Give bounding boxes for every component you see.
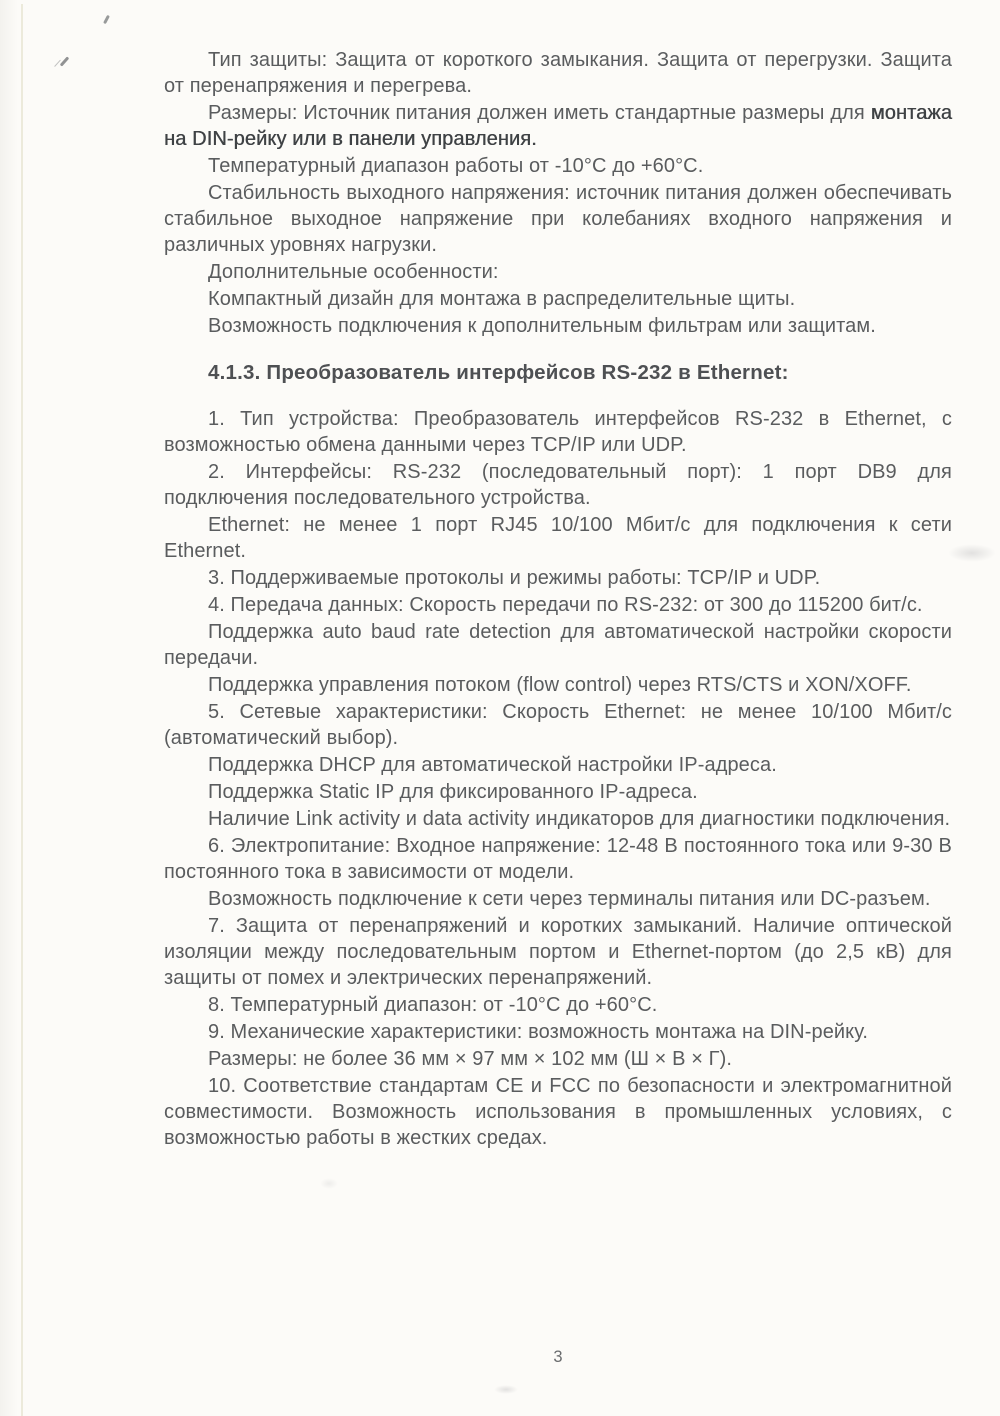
spec-paragraph: 2. Интерфейсы: RS-232 (последовательный порт): 1 порт DB9 для подключения последовательного устройства. [164, 461, 952, 509]
spec-paragraph: Размеры: не более 36 мм × 97 мм × 102 мм (Ш × В × Г). [208, 1048, 733, 1070]
body-paragraph: Дополнительные особенности: [208, 261, 499, 283]
scan-smudge [320, 1178, 338, 1189]
spec-paragraph: Поддержка DHCP для автоматической настройки IP-адреса. [208, 754, 777, 776]
ink-speck-icon [60, 56, 70, 66]
spec-paragraph: Наличие Link activity и data activity индикаторов для диагностики подключения. [208, 808, 951, 830]
spec-paragraph: Ethernet: не менее 1 порт RJ45 10/100 Мбит/с для подключения к сети Ethernet. [164, 514, 952, 562]
spec-paragraph: 6. Электропитание: Входное напряжение: 12-48 В постоянного тока или 9-30 В постоянного тока в зависимости от модели. [164, 835, 952, 883]
scan-smudge [948, 544, 996, 562]
scan-smudge [494, 1385, 518, 1394]
body-paragraph: Стабильность выходного напряжения: источник питания должен обеспечивать стабильное выходное напряжение при колебаниях входного напряжения и различных уровнях нагрузки. [164, 182, 952, 256]
spec-paragraph: Возможность подключение к сети через терминалы питания или DC-разъем. [208, 888, 931, 910]
spec-paragraph: Поддержка Static IP для фиксированного IP-адреса. [208, 781, 698, 803]
section-heading: 4.1.3. Преобразователь интерфейсов RS-232 в Ethernet: [208, 361, 789, 384]
body-paragraph: Возможность подключения к дополнительным фильтрам или защитам. [208, 315, 876, 337]
paragraph-line-dark: монтажа на DIN-рейку или в панели управления. [164, 102, 952, 150]
spec-paragraph: 3. Поддерживаемые протоколы и режимы работы: TCP/IP и UDP. [208, 567, 821, 589]
ink-speck-icon [103, 15, 110, 24]
spec-paragraph: Поддержка auto baud rate detection для автоматической настройки скорости передачи. [164, 621, 952, 669]
spec-paragraph: 8. Температурный диапазон: от -10°С до +60°С. [208, 994, 658, 1016]
spec-paragraph: Поддержка управления потоком (flow control) через RTS/CTS и XON/XOFF. [208, 674, 912, 696]
body-paragraph: Компактный дизайн для монтажа в распределительные щиты. [208, 288, 796, 310]
body-paragraph: Температурный диапазон работы от -10°С до +60°С. [208, 155, 704, 177]
spec-paragraph: 4. Передача данных: Скорость передачи по RS-232: от 300 до 115200 бит/с. [208, 594, 923, 616]
spec-paragraph: 7. Защита от перенапряжений и коротких замыканий. Наличие оптической изоляции между последовательным портом и Ethernet-портом (до 2,5 кВ) для защиты от помех и электрических перенапряжений. [164, 915, 952, 989]
body-paragraph [164, 100, 952, 152]
paragraph-line: Размеры: Источник питания должен иметь стандартные размеры для [208, 102, 865, 124]
document-body [164, 47, 952, 1152]
body-paragraph: Тип защиты: Защита от короткого замыкания. Защита от перегрузки. Защита от перенапряжения и перегрева. [164, 49, 952, 97]
page-number: 3 [553, 1348, 563, 1366]
spec-paragraph: 5. Сетевые характеристики: Скорость Ethernet: не менее 10/100 Мбит/с (автоматический выбор). [164, 701, 952, 749]
page-fold-line [21, 4, 23, 1416]
spec-paragraph: 1. Тип устройства: Преобразователь интерфейсов RS-232 в Ethernet, с возможностью обмена данными через TCP/IP или UDP. [164, 408, 952, 456]
spec-paragraph: 9. Механические характеристики: возможность монтажа на DIN-рейку. [208, 1021, 869, 1043]
spec-paragraph: 10. Соответствие стандартам CE и FCC по безопасности и электромагнитной совместимости. Возможность использования в промышленных условиях, с возможностью работы в жестких средах. [164, 1075, 952, 1149]
